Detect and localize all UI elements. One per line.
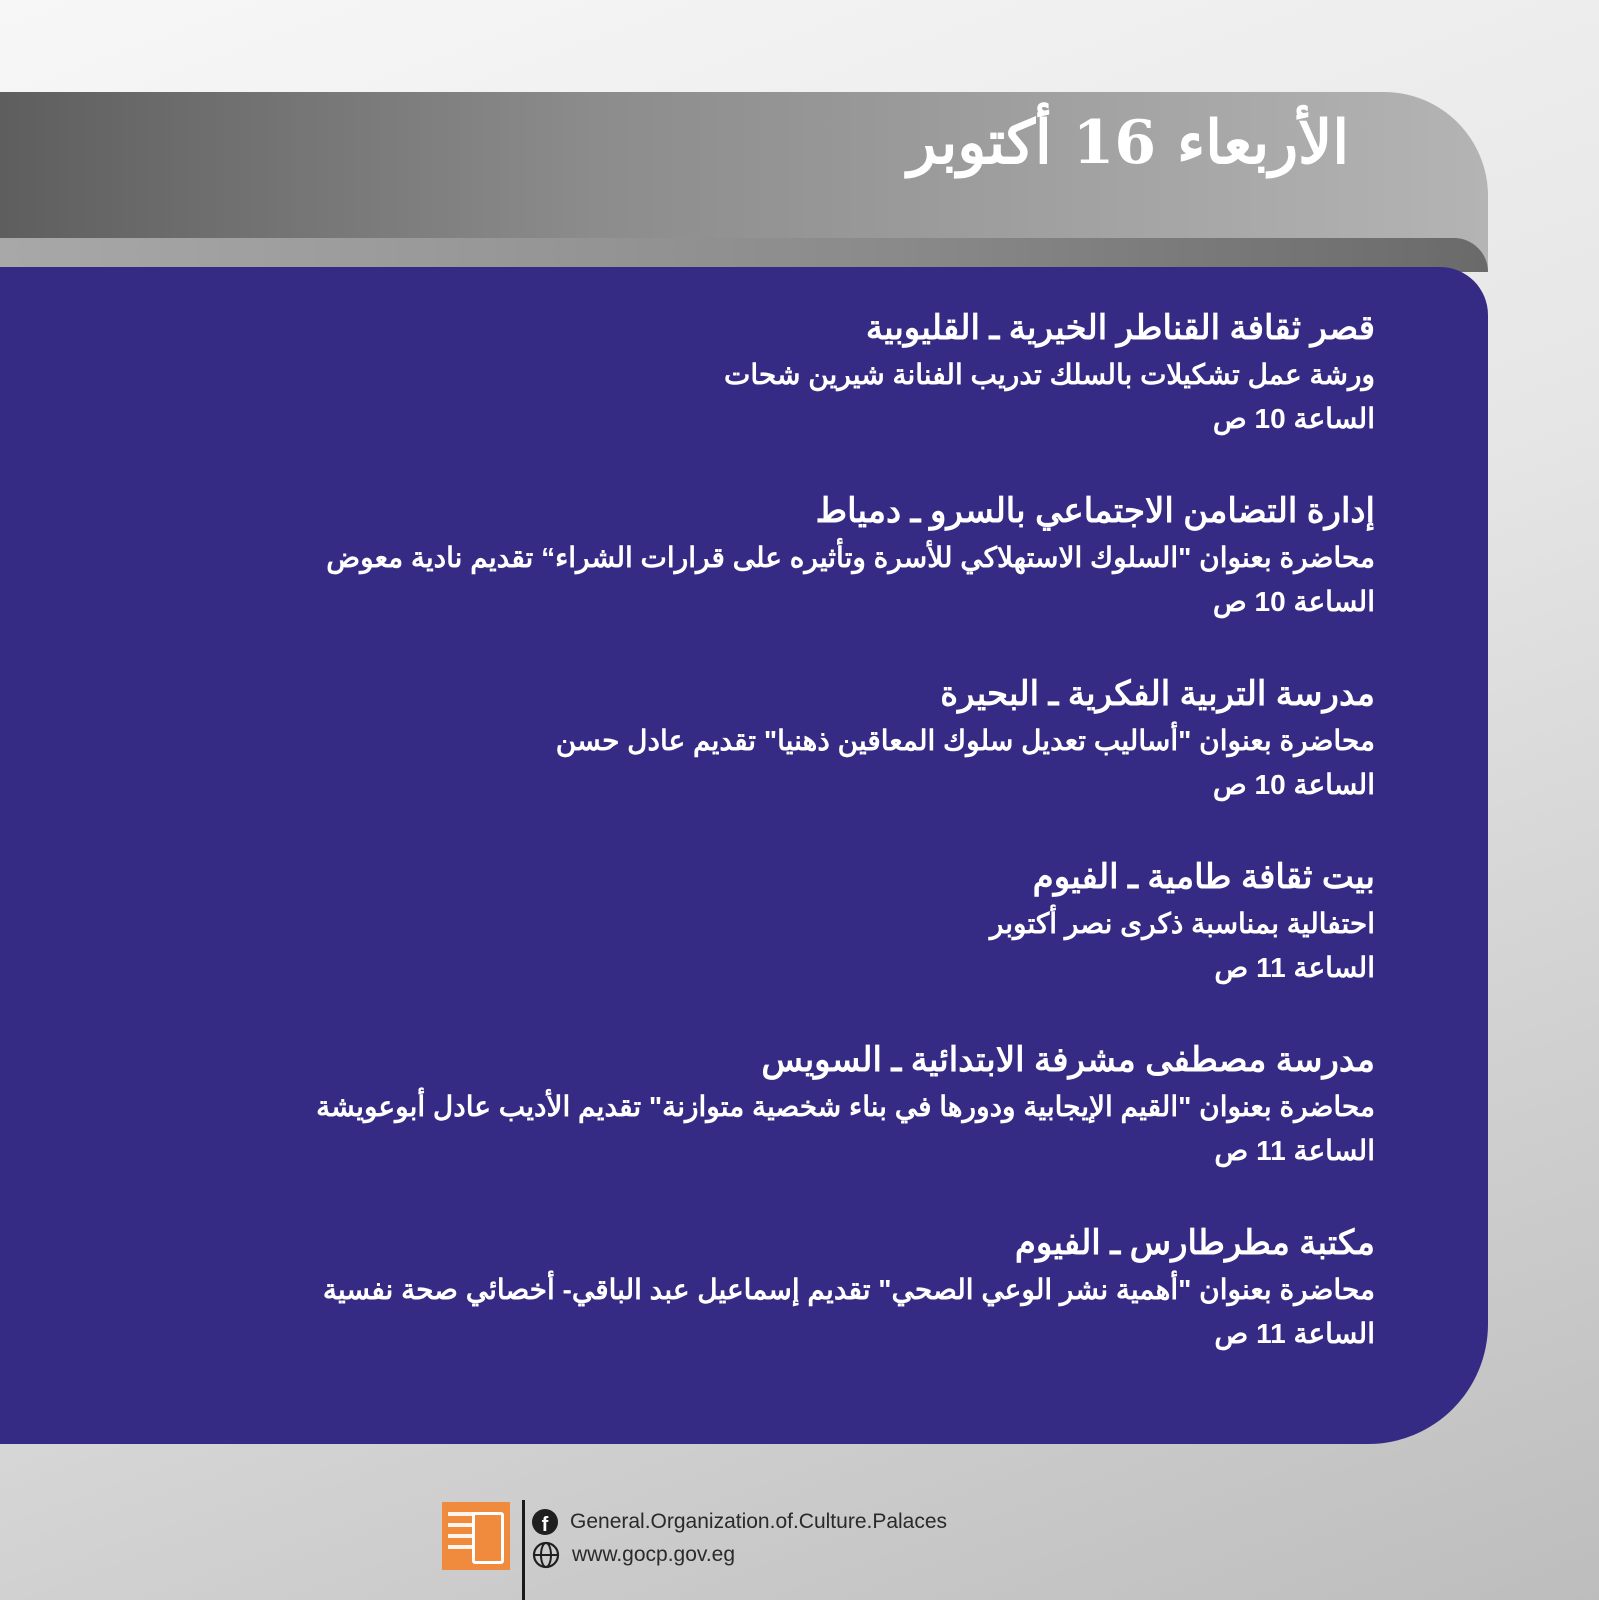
gocp-logo [442,1502,510,1570]
globe-icon [532,1541,560,1569]
events-list [255,303,1375,1401]
event-venue: مكتبة مطرطارس ـ الفيوم [1014,1224,1375,1262]
event-item [255,852,1375,990]
footer-divider [522,1500,525,1600]
event-venue: مدرسة التربية الفكرية ـ البحيرة [940,675,1375,713]
event-venue: قصر ثقافة القناطر الخيرية ـ القليوبية [865,309,1375,347]
logo-emblem [472,1512,504,1564]
event-item [255,303,1375,441]
facebook-icon: f [532,1509,558,1535]
event-description: محاضرة بعنوان "أهمية نشر الوعي الصحي" تقديم إسماعيل عبد الباقي- أخصائي صحة نفسية [322,1274,1375,1305]
event-description: محاضرة بعنوان "أساليب تعديل سلوك المعاقين ذهنيا" تقديم عادل حسن [555,725,1375,756]
event-description: ورشة عمل تشكيلات بالسلك تدريب الفنانة شيرين شحات [724,359,1375,390]
facebook-link[interactable] [532,1506,947,1538]
event-item [255,486,1375,624]
event-venue: بيت ثقافة طامية ـ الفيوم [1032,858,1375,896]
event-venue: إدارة التضامن الاجتماعي بالسرو ـ دمياط [815,492,1375,530]
event-item [255,669,1375,807]
logo-text-lines [448,1512,474,1556]
event-description: محاضرة بعنوان "السلوك الاستهلاكي للأسرة وتأثيره على قرارات الشراء“ تقديم نادية معوض [326,542,1375,573]
event-time: الساعة 11 ص [1214,952,1375,983]
event-time: الساعة 10 ص [1212,403,1375,434]
event-time: الساعة 11 ص [1214,1135,1375,1166]
page-title: الأربعاء 16 أكتوبر [907,108,1349,178]
facebook-page-name: General.Organization.of.Culture.Palaces [570,1510,948,1533]
event-description: محاضرة بعنوان "القيم الإيجابية ودورها في بناء شخصية متوازنة" تقديم الأديب عادل أبوعويشة [316,1091,1375,1122]
event-time: الساعة 11 ص [1214,1318,1375,1349]
event-item [255,1035,1375,1173]
event-venue: مدرسة مصطفى مشرفة الابتدائية ـ السويس [761,1041,1375,1079]
event-time: الساعة 10 ص [1212,586,1375,617]
event-time: الساعة 10 ص [1212,769,1375,800]
website-url: www.gocp.gov.eg [572,1543,736,1566]
event-description: احتفالية بمناسبة ذكرى نصر أكتوبر [989,908,1375,939]
website-link[interactable] [532,1539,735,1571]
event-item [255,1218,1375,1356]
